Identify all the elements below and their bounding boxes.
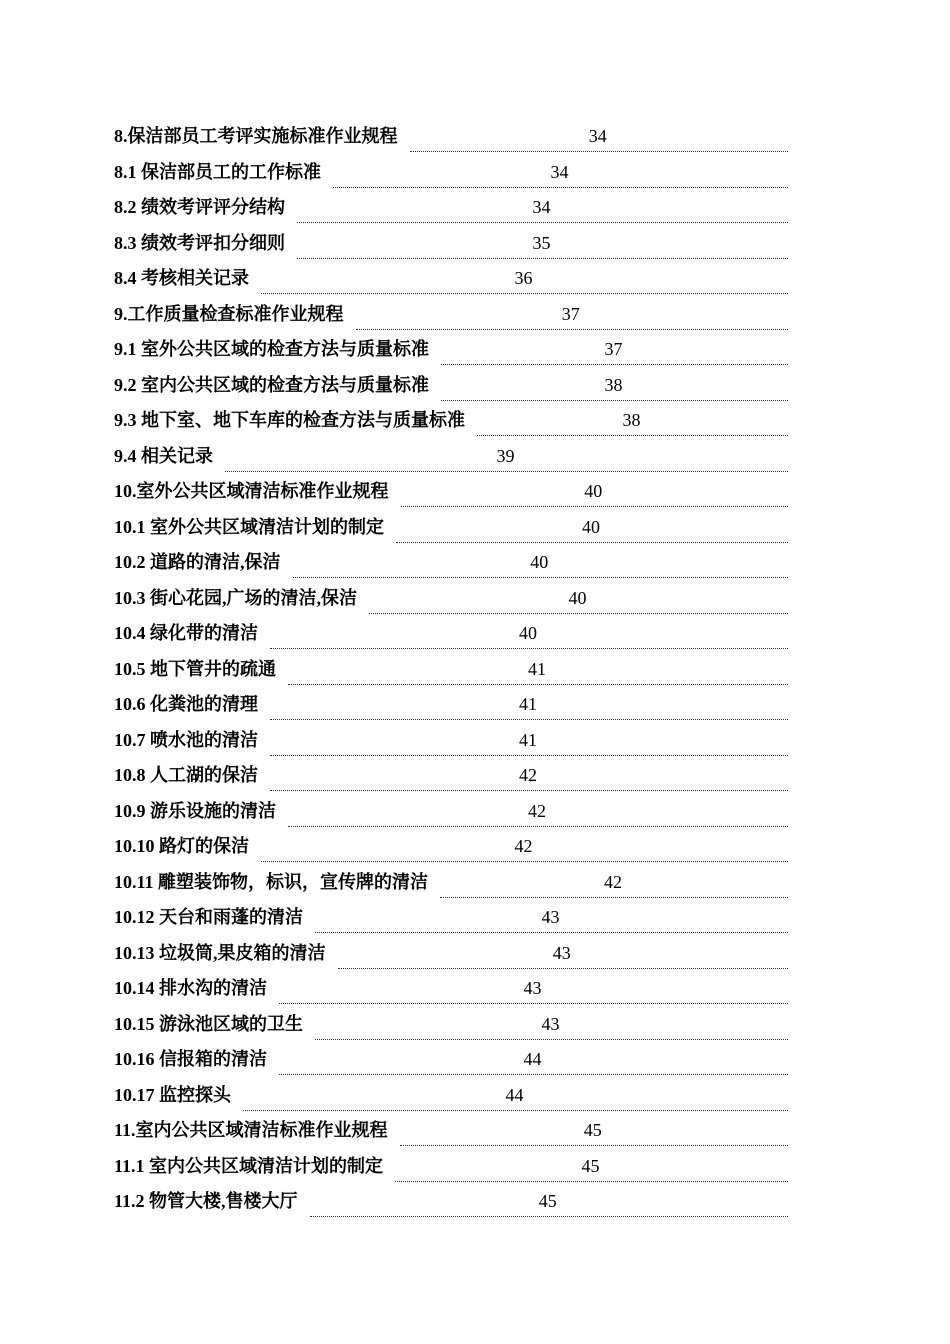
toc-entry-title: 8.3 绩效考评扣分细则 [114,232,285,253]
toc-entry-title: 11.室内公共区域清洁标准作业规程 [114,1120,388,1140]
toc-entry-leader [261,861,788,862]
toc-entry[interactable] [0,976,950,1012]
toc-entry-page-number: 38 [604,374,623,395]
toc-entry-leader [288,684,788,685]
toc-entry[interactable] [0,728,950,764]
toc-entry-page-number: 45 [583,1120,602,1140]
toc-entry-title: 8.2 绩效考评评分结构 [114,197,285,217]
toc-entry[interactable] [0,160,950,196]
toc-entry-page-number: 42 [528,800,546,821]
toc-entry-leader [315,1039,788,1040]
toc-entry[interactable] [0,195,950,231]
toc-entry[interactable] [0,124,950,160]
toc-entry-leader [270,755,788,756]
toc-entry-page-number: 40 [582,516,600,537]
toc-entry-title: 10.12 天台和雨蓬的清洁 [114,907,303,927]
toc-entry-leader [279,1074,788,1075]
toc-entry-title: 10.16 信报箱的清洁 [114,1049,267,1069]
toc-entry[interactable] [0,1083,950,1119]
toc-entry-leader [225,471,788,472]
toc-entry-title: 10.13 垃圾筒,果皮箱的清洁 [114,942,326,963]
toc-entry[interactable] [0,1189,950,1225]
toc-entry[interactable] [0,231,950,267]
toc-entry-leader [333,187,788,188]
toc-entry-page-number: 42 [514,836,533,856]
toc-entry[interactable] [0,266,950,302]
toc-entry-page-number: 45 [581,1155,600,1176]
toc-entry[interactable] [0,444,950,480]
toc-entry-leader [410,151,789,152]
toc-entry-leader [441,400,788,401]
toc-entry-leader [440,897,788,898]
toc-entry-page-number: 34 [532,197,551,217]
toc-entry[interactable] [0,870,950,906]
toc-entry[interactable] [0,1154,950,1190]
toc-entry-title: 8.1 保洁部员工的工作标准 [114,161,321,182]
toc-entry-title: 10.17 监控探头 [114,1084,231,1105]
toc-entry[interactable] [0,905,950,941]
toc-entry-leader [270,790,788,791]
toc-entry-leader [441,364,788,365]
toc-entry-leader [279,1003,788,1004]
toc-entry-page-number: 43 [541,907,560,927]
toc-entry-page-number: 43 [552,942,571,963]
toc-entry-page-number: 34 [550,161,569,182]
toc-entry[interactable] [0,550,950,586]
toc-entry[interactable] [0,479,950,515]
toc-entry-page-number: 45 [538,1191,557,1211]
toc-entry-title: 11.2 物管大楼,售楼大厅 [114,1191,298,1211]
toc-entry-title: 10.15 游泳池区域的卫生 [114,1013,303,1034]
toc-entry-leader [477,435,788,436]
toc-entry-leader [243,1110,788,1111]
toc-entry-page-number: 41 [528,658,546,679]
toc-entry-title: 10.3 街心花园,广场的清洁,保洁 [114,587,357,608]
toc-entry-title: 9.工作质量检查标准作业规程 [114,303,344,324]
toc-entry-leader [270,648,788,649]
toc-entry-title: 10.室外公共区域清洁标准作业规程 [114,481,389,501]
toc-entry-page-number: 37 [561,303,580,324]
toc-entry-leader [293,577,789,578]
toc-entry-title: 10.6 化粪池的清理 [114,694,258,714]
toc-entry-title: 8.保洁部员工考评实施标准作业规程 [114,126,398,146]
toc-entry[interactable] [0,1118,950,1154]
toc-entry-title: 10.7 喷水池的清洁 [114,729,258,750]
toc-entry-page-number: 43 [541,1013,560,1034]
toc-entry[interactable] [0,373,950,409]
toc-entry-leader [270,719,788,720]
toc-entry[interactable] [0,621,950,657]
toc-entry[interactable] [0,763,950,799]
toc-entry-leader [297,222,788,223]
toc-entry-title: 10.1 室外公共区域清洁计划的制定 [114,516,384,537]
toc-entry-page-number: 41 [519,729,537,750]
toc-entry-page-number: 40 [584,481,603,501]
toc-entry-leader [356,329,789,330]
toc-entry-title: 10.10 路灯的保洁 [114,836,249,856]
toc-entry-title: 8.4 考核相关记录 [114,268,249,288]
toc-entry-leader [297,258,788,259]
toc-entry-leader [396,542,788,543]
toc-entry-page-number: 35 [532,232,551,253]
toc-entry-leader [369,613,788,614]
toc-entry-title: 9.4 相关记录 [114,445,213,466]
toc-entry-page-number: 40 [568,587,587,608]
toc-entry-title: 10.4 绿化带的清洁 [114,623,258,643]
toc-entry-leader [400,1145,788,1146]
toc-entry[interactable] [0,515,950,551]
toc-entry-title: 10.8 人工湖的保洁 [114,765,258,785]
toc-entry-leader [288,826,788,827]
toc-entry-leader [315,932,788,933]
toc-entry[interactable] [0,834,950,870]
toc-entry-page-number: 40 [519,623,537,643]
toc-entry-title: 9.2 室内公共区域的检查方法与质量标准 [114,374,429,395]
toc-entry-page-number: 37 [604,339,623,359]
toc-entry-page-number: 39 [496,445,515,466]
toc-entry[interactable] [0,408,950,444]
toc-entry-leader [401,506,789,507]
toc-entry-page-number: 34 [588,126,607,146]
toc-entry-title: 10.14 排水沟的清洁 [114,978,267,998]
toc-entry[interactable] [0,1012,950,1048]
toc-entry-title: 10.5 地下管井的疏通 [114,658,276,679]
toc-entry[interactable] [0,337,950,373]
toc-entry-title: 10.9 游乐设施的清洁 [114,800,276,821]
toc-entry-page-number: 44 [523,1049,542,1069]
toc-entry-page-number: 38 [622,410,641,430]
toc-entry-page-number: 42 [519,765,537,785]
toc-entry-page-number: 36 [514,268,533,288]
toc-entry-title: 10.2 道路的清洁,保洁 [114,552,281,572]
toc-entry-leader [261,293,788,294]
toc-entry-title: 9.1 室外公共区域的检查方法与质量标准 [114,339,429,359]
toc-entry[interactable] [0,302,950,338]
toc-entry[interactable] [0,941,950,977]
toc-entry[interactable] [0,692,950,728]
toc-entry[interactable] [0,586,950,622]
toc-entry[interactable] [0,657,950,693]
toc-entry[interactable] [0,1047,950,1083]
toc-entry-page-number: 42 [604,871,622,892]
toc-entry-leader [395,1181,788,1182]
toc-entry-page-number: 41 [519,694,537,714]
toc-entry-leader [338,968,789,969]
toc-entry-page-number: 43 [523,978,542,998]
toc-entry-page-number: 40 [530,552,549,572]
toc-entry-title: 9.3 地下室、地下车库的检查方法与质量标准 [114,410,465,430]
toc-entry-page-number: 44 [505,1084,524,1105]
toc-entry-leader [310,1216,788,1217]
toc-entry[interactable] [0,799,950,835]
toc-entry-title: 11.1 室内公共区域清洁计划的制定 [114,1155,384,1176]
toc-entry-title: 10.11 雕塑装饰物，标识，宣传牌的清洁 [114,871,429,892]
